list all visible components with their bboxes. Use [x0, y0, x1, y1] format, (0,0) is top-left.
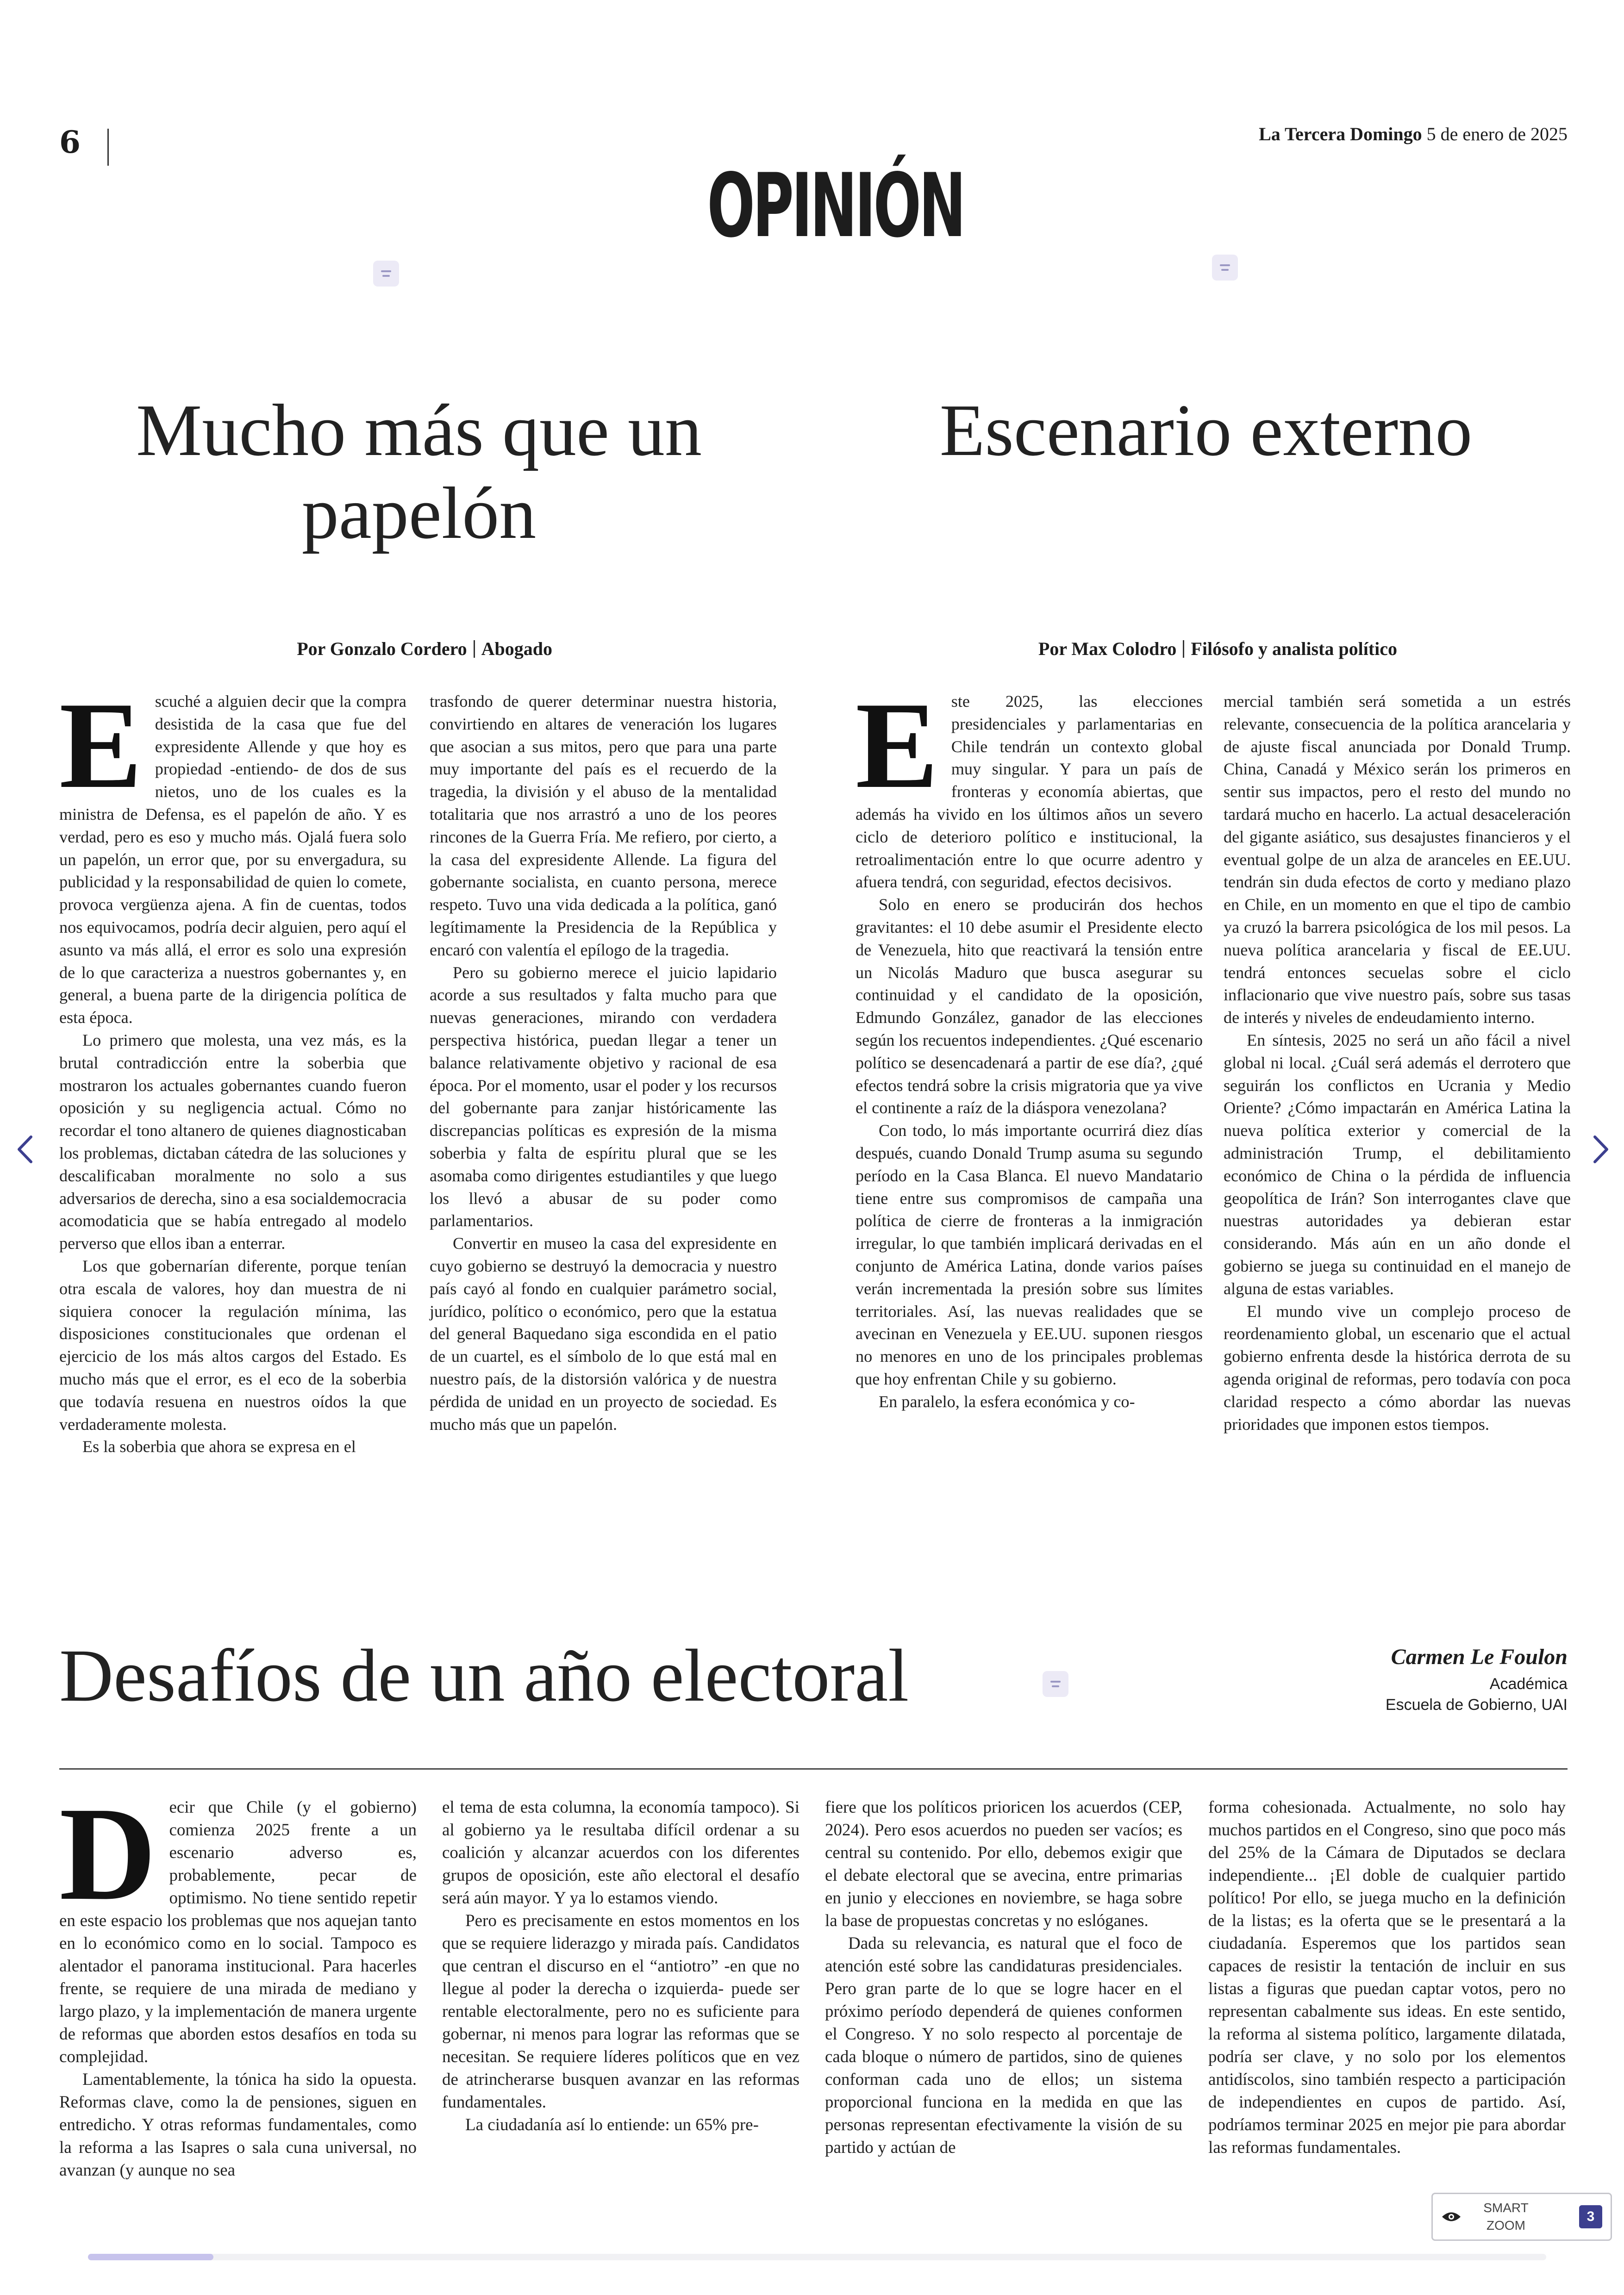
- article-column: [1224, 690, 1571, 1435]
- paragraph: ste 2025, las elecciones presidenciales y parlamentarias en Chile tendrán un contexto global muy singular. Y para un país de fronteras y economía abiertas, que además ha vivido en los últimos años un severo ciclo de deterioro político e institucional, la retroalimentación entre lo que ocurre adentro y afuera tendrá, con seguridad, efectos decisivos.: [856, 692, 1203, 892]
- page-progress-track[interactable]: [88, 2254, 1546, 2260]
- paragraph: En paralelo, la esfera económica y co-: [879, 1392, 1135, 1411]
- article-headline: Desafíos de un año electoral: [59, 1634, 909, 1717]
- byline-role: Abogado: [481, 638, 552, 659]
- article-column: [430, 690, 777, 1435]
- paragraph: Los que gobernarían diferente, porque tenían otra escala de valores, hoy dan muestra de ni siquiera conocer la regulación mínima, las disposiciones constitucionales que ordenan el ejercicio de los más altos cargos del Estado. Es mucho más que el error, es el eco de la soberbia que todavía resuena en nuestros oídos la que verdaderamente molesta.: [59, 1256, 406, 1434]
- chevron-right-icon: [1590, 1134, 1611, 1165]
- byline-name: Por Max Colodro: [1038, 638, 1177, 659]
- eye-icon: [1441, 2210, 1462, 2224]
- article-column: [442, 1796, 800, 2136]
- byline-name: Por Gonzalo Cordero: [297, 638, 467, 659]
- newspaper-name: La Tercera Domingo: [1259, 124, 1422, 144]
- drop-cap: E: [59, 676, 142, 814]
- article-headline: Mucho más que un papelón: [136, 389, 702, 555]
- paragraph: Pero es precisamente en estos momentos en los que se requiere liderazgo y mirada país. Candidatos que centran el discurso en el “antiotro” -en que no llegue al poder la derecha o izquierda- puede ser rentable electoralmente, pero no es suficiente para gobernar, ni menos para lograr las reformas que se necesitan. Se requiere líderes políticos que en vez de atrincherarse busquen avanzar en las reformas fundamentales.: [442, 1911, 800, 2112]
- drop-cap: E: [856, 676, 938, 814]
- paragraph: fiere que los políticos prioricen los acuerdos (CEP, 2024). Pero esos acuerdos no pueden ser vacíos; es central su contenido. Por ello, debemos exigir que el debate electoral que se avecina, entre primarias en junio y elecciones en noviembre, se haga sobre la base de propuestas concretas y no eslóganes.: [825, 1798, 1182, 1930]
- section-divider: [59, 1768, 1568, 1770]
- paragraph: El mundo vive un complejo proceso de reordenamiento global, un escenario que el actual gobierno enfrenta desde la histórica derrota de su agenda original de reformas, pero todavía con poca claridad respecto a cómo abordar las nuevas prioridades que imponen estos tiempos.: [1224, 1302, 1571, 1434]
- article-byline: [297, 638, 552, 660]
- paragraph: La ciudadanía así lo entiende: un 65% pre-: [465, 2115, 759, 2134]
- masthead: [1259, 123, 1568, 145]
- page-progress-fill: [88, 2254, 213, 2260]
- author-role: Académica: [1489, 1675, 1568, 1693]
- article-column: [59, 1779, 417, 2182]
- paragraph: el tema de esta columna, la economía tampoco). Si al gobierno ya le resultaba difícil ordenar a su coalición y alcanzar acuerdos con los diferentes grupos de oposición, este año electoral el desafío será aún mayor. Y ya lo estamos viendo.: [442, 1798, 800, 1908]
- next-page-button[interactable]: [1589, 1133, 1612, 1166]
- paragraph: trasfondo de querer determinar nuestra historia, convirtiendo en altares de veneración los lugares que asocian a sus mitos, pero que para una parte muy importante del país es el recuerdo de la tragedia, la división y el abuso de la mentalidad totalitaria que nos arrastró a uno de los peores rincones de la Guerra Fría. Me refiero, por cierto, a la casa del expresidente Allende. La figura del gobernante socialista, en cuanto persona, merece respeto. Tuvo una vida dedicada a la política, ganó legítimamente la Presidencia de la República y encaró con valentía el epílogo de la tragedia.: [430, 692, 777, 959]
- author-block: [1386, 1644, 1568, 1714]
- issue-date: 5 de enero de 2025: [1426, 124, 1568, 144]
- author-name: Carmen Le Foulon: [1391, 1645, 1568, 1669]
- previous-page-button[interactable]: [14, 1133, 37, 1166]
- paragraph: Convertir en museo la casa del expresidente en cuyo gobierno se destruyó la democracia y nuestro país cayó al fondo en cualquier parámetro social, jurídico, político o económico, pero que la estatua del general Baquedano siga escondida en el patio de un cuartel, es el símbolo de lo que está mal en nuestro país, de la distorsión valórica y de nuestra pérdida de unidad en un proyecto de sociedad. Es mucho más que un papelón.: [430, 1234, 777, 1434]
- drop-cap: D: [59, 1779, 156, 1928]
- section-title: OPINIÓN: [707, 155, 964, 257]
- paragraph: Lo primero que molesta, una vez más, es la brutal contradicción entre la soberbia que mostraron los actuales gobernantes cuando fueron oposición y su negligencia actual. Cómo no recordar el tono altanero de quienes diagnosticaban los problemas, dictaban cátedra de las soluciones y descalificaban moralmente no solo a sus adversarios de derecha, sino a esa socialdemocracia acomodaticia que se había entregado al modelo perverso que ellos iban a enterrar.: [59, 1030, 406, 1253]
- smart-zoom-label: SMART ZOOM: [1483, 2201, 1529, 2233]
- byline-divider: [1183, 640, 1184, 658]
- note-icon[interactable]: [1043, 1671, 1068, 1697]
- article-column: [856, 676, 1203, 1413]
- article-column: [1208, 1796, 1566, 2159]
- article-column: [825, 1796, 1182, 2159]
- paragraph: Lamentablemente, la tónica ha sido la opuesta. Reformas clave, como la de pensiones, siguen en entredicho. Y otras reformas fundamentales, como la reforma a las Isapres o sala cuna universal, no avanzan (y aunque no sea: [59, 2070, 417, 2180]
- chevron-left-icon: [15, 1134, 36, 1165]
- note-icon[interactable]: [1212, 255, 1238, 281]
- article-column: [59, 676, 406, 1458]
- article-headline: Escenario externo: [939, 389, 1473, 471]
- page-number: 6: [59, 124, 81, 160]
- paragraph: Solo en enero se producirán dos hechos gravitantes: el 10 debe asumir el Presidente electo de Venezuela, hito que reactivará la tensión entre un Nicolás Maduro que busca asegurar su continuidad y el candidato de la oposición, Edmundo González, ganador de las elecciones según los recuentos independientes. ¿Qué escenario político se desencadenará a partir de ese día?, ¿qué efectos tendrá sobre la crisis migratoria que ya vive el continente a raíz de la diáspora venezolana?: [856, 895, 1203, 1117]
- paragraph: Dada su relevancia, es natural que el foco de atención esté sobre las candidaturas presidenciales. Pero gran parte de lo que se logre hacer en el próximo período dependerá de quienes conformen el Congreso. Y no solo respecto al porcentaje de cada bloque o número de partidos, sino de quienes conforman cada uno de ellos; un sistema proporcional funciona en la medida en que las personas representan efectivamente la visión de su partido y actúan de: [825, 1934, 1182, 2157]
- paragraph: scuché a alguien decir que la compra desistida de la casa que fue del expresidente Allende y que hoy es propiedad -entiendo- de dos de sus nietos, uno de los cuales es la ministra de Defensa, es el papelón de año. Y es verdad, pero es eso y mucho más. Ojalá fuera solo un papelón, un error que, por su envergadura, su publicidad y la responsabilidad de quien lo comete, provoca vergüenza ajena. A fin de cuentas, todos nos equivocamos, podría decir alguien, pero aquí el asunto va más allá, el error es solo una expresión de lo que caracteriza a nuestros gobernantes y, en general, a buena parte de la dirigencia política de esta época.: [59, 692, 406, 1027]
- article-byline: [1038, 638, 1397, 660]
- author-institution: Escuela de Gobierno, UAI: [1385, 1696, 1568, 1714]
- paragraph: ecir que Chile (y el gobierno) comienza 2025 frente a un escenario adverso es, probablemente, pecar de optimismo. No tiene sentido repetir en este espacio los problemas que nos aquejan tanto en lo económico como en lo social. Tampoco es alentador el panorama institucional. Para hacerles frente, se requiere de una mirada de mediano y largo plazo, y la implementación de manera urgente de reformas que aborden estos desafíos en toda su complejidad.: [59, 1798, 417, 2066]
- paragraph: Con todo, lo más importante ocurrirá diez días después, cuando Donald Trump asuma su segundo período en la Casa Blanca. El nuevo Mandatario tiene entre sus compromisos de campaña una política de cierre de fronteras a la inmigración irregular, lo que también implicará derivadas en el conjunto de América Latina, donde varios países verán incrementada la presión sobre sus límites territoriales. Así, las nuevas realidades que se avecinan en Venezuela y EE.UU. suponen riesgos no menores en uno de los principales problemas que hoy enfrentan Chile y su gobierno.: [856, 1121, 1203, 1388]
- paragraph: mercial también será sometida a un estrés relevante, consecuencia de la política arancelaria y de ajuste fiscal anunciada por Donald Trump. China, Canadá y México serán los primeros en sentir sus impactos, pero el resto del mundo no tardará mucho en hacerlo. La actual desaceleración del gigante asiático, sus desajustes financieros y el eventual golpe de un alza de aranceles en EE.UU. tendrán sin duda efectos de corto y mediano plazo en Chile, en un momento en que el tipo de cambio ya cruzó la barrera psicológica de los mil pesos. La nueva política arancelaria y fiscal de EE.UU. tendrá entonces secuelas sobre el ciclo inflacionario que vive nuestro país, sobre sus tasas de interés y niveles de endeudamiento interno.: [1224, 692, 1571, 1027]
- paragraph: En síntesis, 2025 no será un año fácil a nivel global ni local. ¿Cuál será además el derrotero que seguirán los conflictos en Ucrania y Medio Oriente? ¿Cómo impactarán en América Latina la nueva política exterior y comercial de la administración Trump, el debilitamiento económico de China o la pérdida de influencia geopolítica de Irán? Son interrogantes clave que nuestras autoridades ya debieran estar considerando. Más aún en un año donde el gobierno se juega su continuidad en el manejo de alguna de estas variables.: [1224, 1030, 1571, 1298]
- smart-zoom-count-badge: 3: [1579, 2205, 1602, 2228]
- page-number-divider: [107, 129, 109, 166]
- note-icon[interactable]: [373, 261, 399, 287]
- paragraph: Es la soberbia que ahora se expresa en el: [82, 1437, 356, 1456]
- paragraph: forma cohesionada. Actualmente, no solo hay muchos partidos en el Congreso, sino que poco más del 25% de la Cámara de Diputados se declara independiente... ¡El doble de cualquier partido político! Por ello, se juega mucho en la definición de la listas; es la oferta que se le presentará a la ciudadanía. Esperemos que los partidos sean capaces de resistir la tentación de incluir en sus listas a figuras que puedan captar votos, pero no representan cabalmente sus ideas. En este sentido, la reforma al sistema político, largamente dilatada, podría ser clave, y no solo por los elementos antidíscolos, sino también respecto a participación de independientes en cupos de partido. Así, podríamos terminar 2025 en mejor pie para abordar las reformas fundamentales.: [1208, 1798, 1566, 2157]
- byline-divider: [474, 640, 475, 658]
- smart-zoom-button[interactable]: [1431, 2193, 1612, 2241]
- byline-role: Filósofo y analista político: [1191, 638, 1397, 659]
- paragraph: Pero su gobierno merece el juicio lapidario acorde a sus resultados y falta mucho para que nuevas generaciones, mirando con verdadera perspectiva histórica, puedan llegar a tener un balance relativamente objetivo y racional de esa época. Por el momento, usar el poder y los recursos del gobernante para zanjar históricamente las discrepancias políticas es expresión de la misma soberbia y falta de espíritu plural que se les asomaba como dirigentes estudiantiles y que luego los llevó a abusar de su poder como parlamentarios.: [430, 963, 777, 1230]
